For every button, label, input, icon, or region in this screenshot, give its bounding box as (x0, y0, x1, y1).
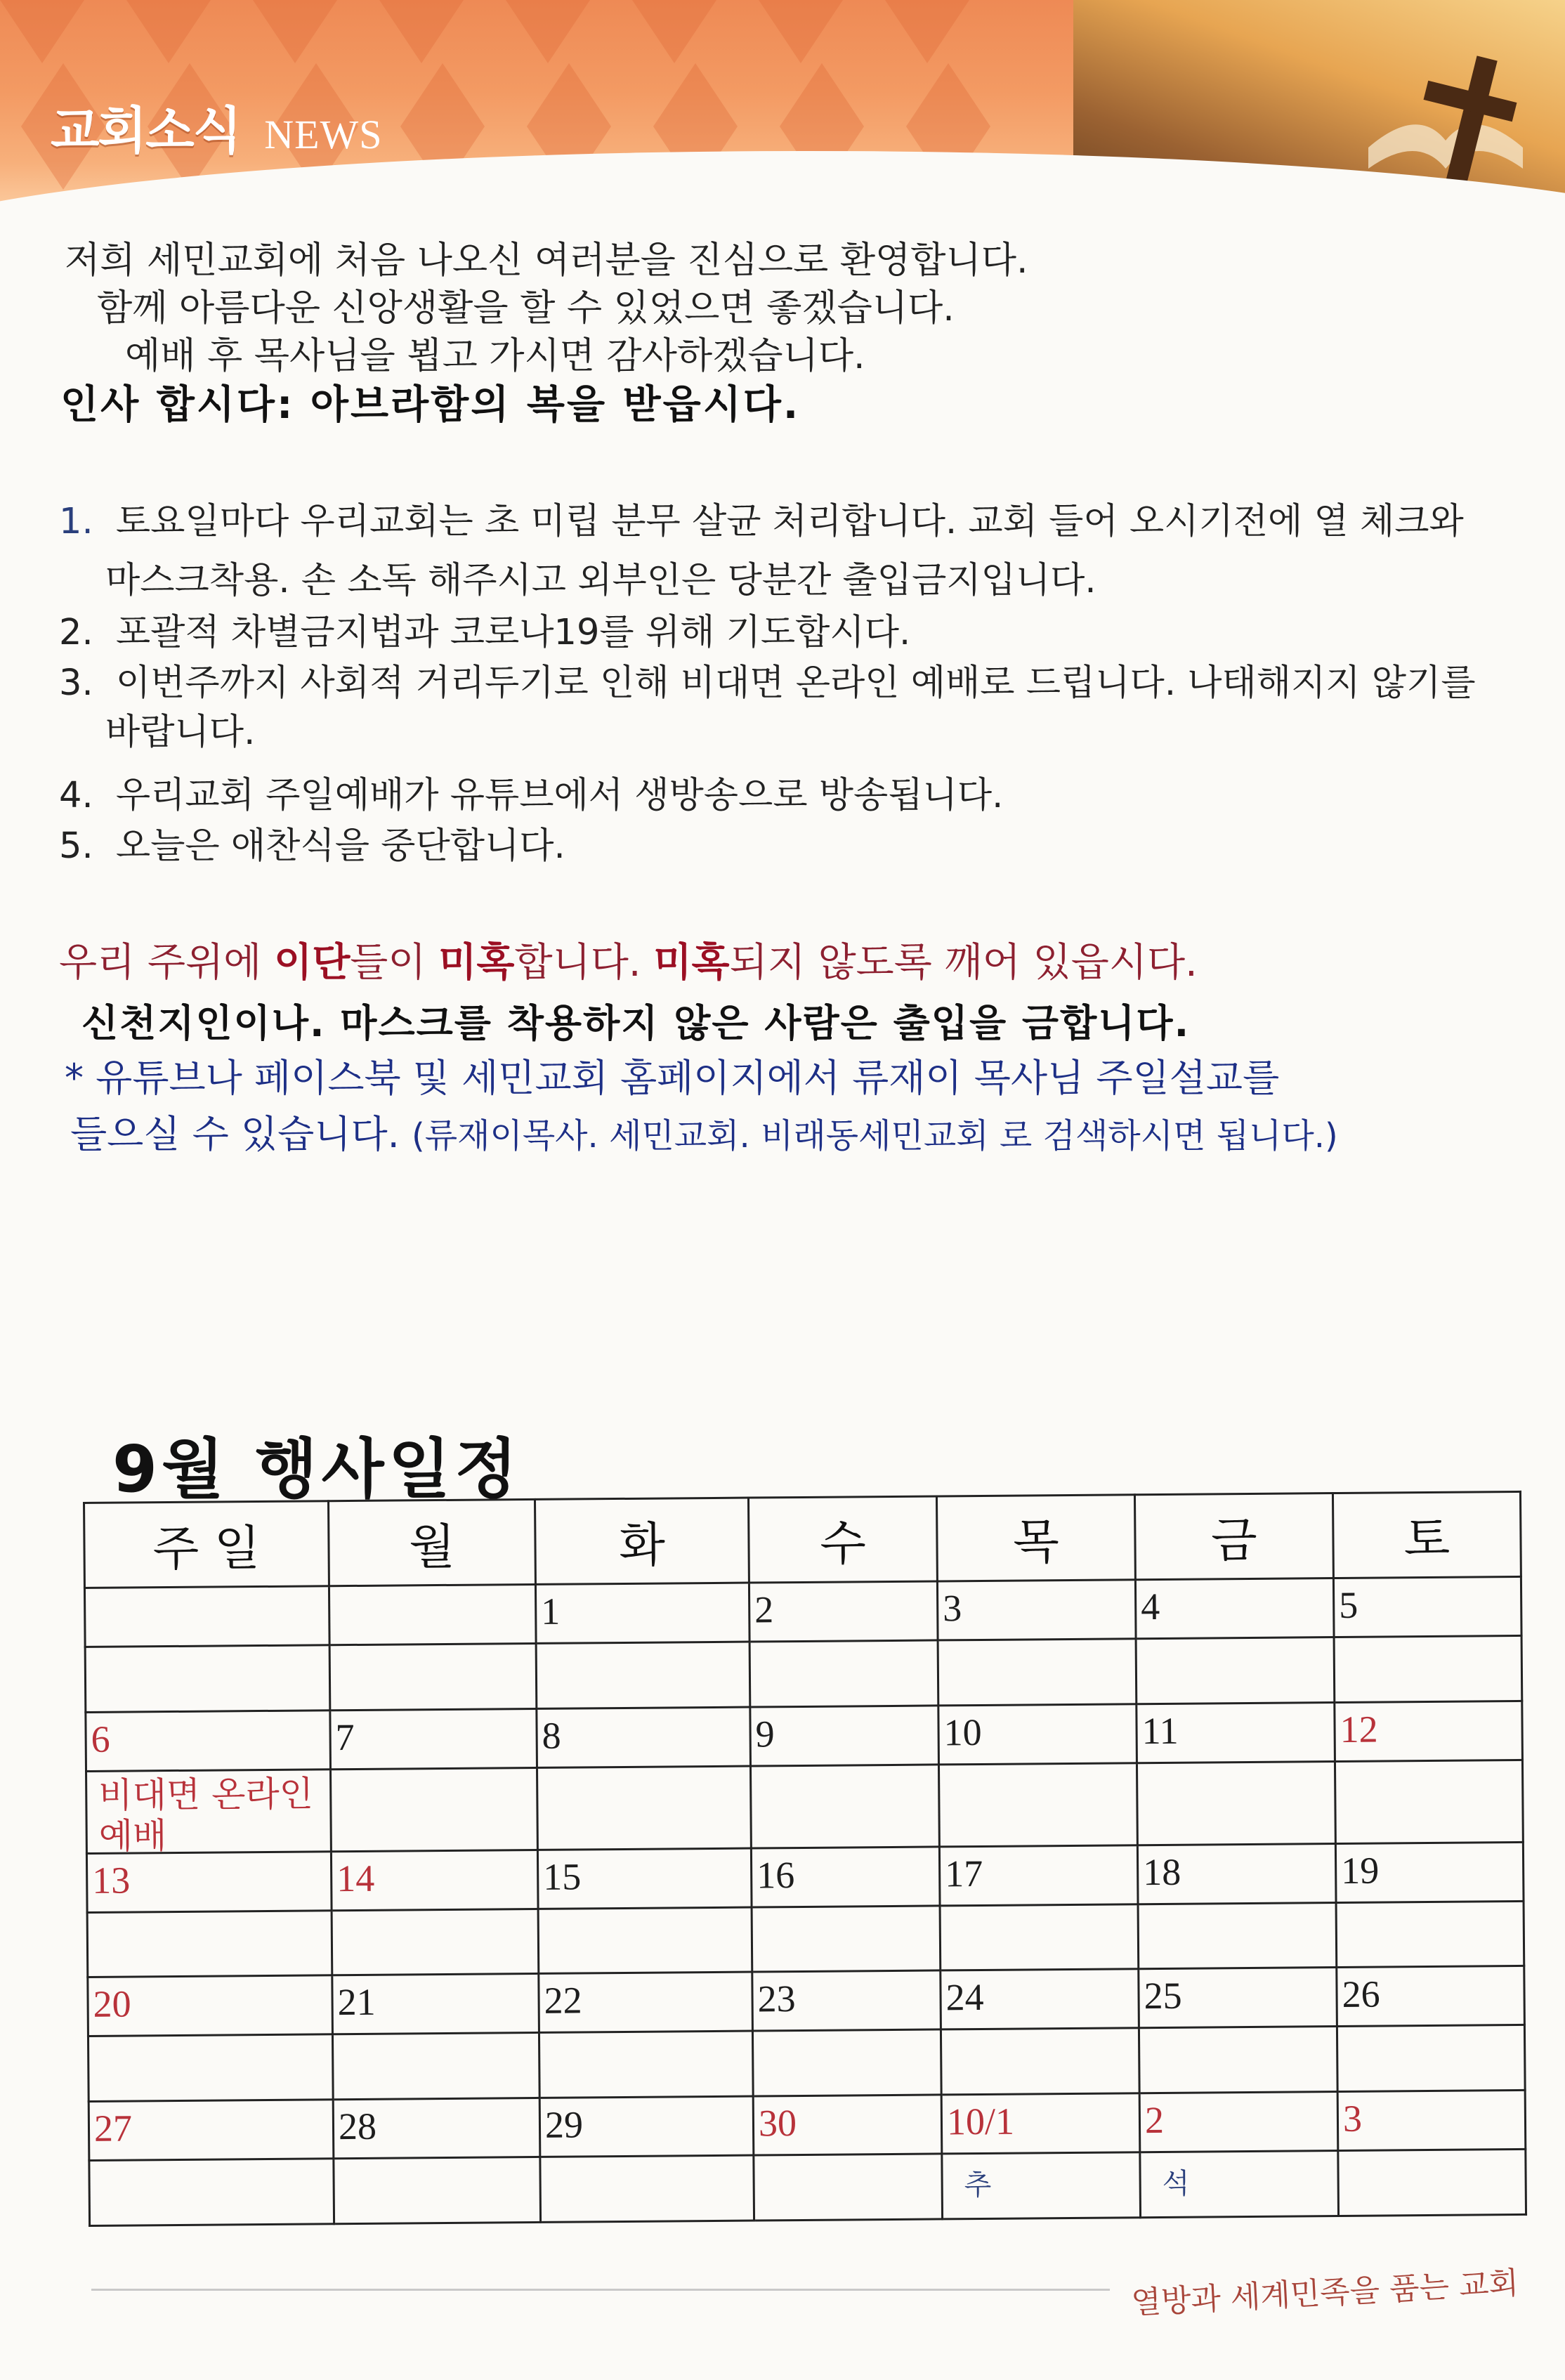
note-cell (942, 2152, 1141, 2219)
weekday-header (84, 1491, 1521, 1588)
calendar-notes-1 (85, 1636, 1522, 1713)
weekday-sun: 주 일 (84, 1501, 329, 1588)
news-item-3-cont: 바랍니다. (105, 712, 256, 753)
date-cell: 18 (1137, 1843, 1336, 1904)
news-item-4 (59, 766, 1003, 818)
date-cell: 24 (941, 1969, 1139, 2029)
footer-divider (91, 2289, 1110, 2291)
entry-restriction: 신천지인이나. 마스크를 착용하지 않은 사람은 출입을 금합니다. (81, 1001, 1191, 1045)
weekday-sat: 토 (1332, 1491, 1521, 1578)
note-cell (332, 1909, 539, 1975)
welcome-line-3: 예배 후 목사님을 뵙고 가시면 감사하겠습니다. (125, 335, 865, 377)
note-cell (88, 2034, 333, 2101)
news-text: 포괄적 차별금지법과 코로나19를 위해 기도합시다. (115, 612, 911, 653)
note-cell (1335, 1760, 1523, 1843)
date-cell: 25 (1139, 1968, 1337, 2028)
note-cell (754, 2154, 943, 2221)
weekday-fri: 금 (1134, 1493, 1333, 1580)
online-sermon-line-2: 들으실 수 있습니다. (류재이목사. 세민교회. 비래동세민교회 로 검색하시면 됩니다.) (70, 1112, 1338, 1156)
calendar-notes-5 (89, 2150, 1526, 2226)
calendar-notes-2 (86, 1760, 1524, 1853)
heresy-warning: 우리 주위에 이단들이 미혹합니다. 미혹되지 않도록 깨어 있읍시다. (59, 940, 1198, 986)
note-cell (750, 1765, 939, 1848)
note-cell (85, 1645, 330, 1712)
news-number: 1. (59, 501, 93, 542)
date-cell: 3 (937, 1580, 1136, 1640)
note-cell (938, 1639, 1137, 1706)
note-cell (1338, 2150, 1526, 2216)
date-cell: 10 (938, 1704, 1137, 1765)
date-cell: 16 (751, 1847, 940, 1907)
news-number: 2. (59, 612, 93, 653)
note-cell (1137, 1761, 1335, 1845)
date-cell: 14 (331, 1850, 538, 1910)
date-cell: 13 (86, 1851, 332, 1912)
note-cell (89, 2159, 334, 2226)
note-cell (1337, 2025, 1525, 2092)
date-cell (329, 1585, 536, 1645)
news-number: 3. (59, 662, 93, 704)
section-subtitle: NEWS (264, 112, 383, 157)
date-cell: 2 (749, 1581, 938, 1642)
date-cell: 11 (1137, 1702, 1335, 1763)
news-item-3 (59, 653, 1476, 705)
calendar-week-2 (86, 1701, 1523, 1771)
note-cell (334, 2157, 541, 2224)
note-cell (1140, 2151, 1339, 2218)
date-cell: 21 (332, 1974, 539, 2034)
note-cell (752, 1906, 941, 1973)
welcome-line-2: 함께 아름다운 신앙생활을 할 수 있었으면 좋겠습니다. (97, 287, 955, 329)
holiday-chuseok-1: 추 (964, 2169, 992, 2202)
brand (51, 90, 383, 163)
footer-slogan: 열방과 세계민족을 품는 교회 (1130, 2265, 1520, 2322)
weekday-tue: 화 (535, 1498, 749, 1584)
note-cell (1336, 1901, 1524, 1968)
note-cell (749, 1640, 938, 1707)
highlight-deceive-2: 미혹 (653, 940, 730, 986)
date-cell: 20 (88, 1975, 333, 2036)
calendar-title: 9월 행사일정 (112, 1432, 522, 1507)
date-cell: 7 (330, 1708, 537, 1769)
date-cell: 4 (1135, 1578, 1334, 1639)
note-cell (540, 2155, 754, 2222)
date-cell: 9 (750, 1706, 939, 1766)
date-cell: 3 (1337, 2091, 1526, 2151)
news-text: 우리교회 주일예배가 유튜브에서 생방송으로 방송됩니다. (115, 775, 1004, 816)
news-item-1 (59, 492, 1464, 544)
news-item-2 (59, 603, 910, 655)
note-cell (752, 2029, 941, 2096)
news-item-5 (59, 816, 565, 868)
note-cell (539, 2031, 753, 2098)
date-cell: 26 (1337, 1966, 1525, 2027)
highlight-deceive: 미혹 (438, 940, 515, 986)
calendar-week-1 (84, 1577, 1521, 1647)
highlight-heresy: 이단 (274, 940, 351, 986)
note-cell (87, 1910, 332, 1977)
calendar-notes-3 (87, 1901, 1524, 1977)
date-cell: 12 (1335, 1701, 1523, 1761)
online-sermon-line-1: * 유튜브나 페이스북 및 세민교회 홈페이지에서 류재이 목사님 주일설교를 (65, 1056, 1280, 1100)
note-cell (329, 1644, 537, 1711)
cross-icon (1354, 28, 1537, 197)
note-cell (1138, 1902, 1337, 1969)
calendar-week-3 (86, 1842, 1524, 1912)
calendar-table (83, 1491, 1527, 2227)
news-text: 오늘은 애찬식을 중단합니다. (115, 825, 565, 867)
note-cell (536, 1642, 750, 1708)
date-cell: 1 (535, 1583, 749, 1643)
greeting: 인사 합시다: 아브라함의 복을 받읍시다. (60, 382, 801, 428)
note-cell (537, 1766, 751, 1850)
september-calendar (83, 1491, 1525, 2227)
note-cell (538, 1907, 752, 1974)
date-cell: 22 (539, 1972, 753, 2032)
date-cell: 6 (86, 1711, 331, 1772)
note-cell (332, 2033, 539, 2100)
date-cell: 19 (1335, 1842, 1524, 1902)
date-cell: 27 (89, 2100, 334, 2161)
weekday-thu: 목 (936, 1495, 1135, 1581)
note-cell (1139, 2027, 1337, 2093)
calendar-notes-4 (88, 2025, 1525, 2102)
header-banner (0, 0, 1565, 204)
date-cell: 8 (537, 1707, 751, 1767)
note-cell (941, 2028, 1139, 2095)
news-text: 이번주까지 사회적 거리두기로 인해 비대면 온라인 예배로 드립니다. 나태해지지 않기를 (115, 662, 1476, 704)
date-cell: 15 (537, 1848, 752, 1909)
news-number: 5. (59, 825, 93, 867)
note-cell (938, 1763, 1137, 1847)
news-number: 4. (59, 775, 93, 816)
date-cell (84, 1586, 329, 1647)
section-title: 교회소식 (51, 101, 241, 160)
weekday-wed: 수 (748, 1496, 937, 1583)
holiday-chuseok-2: 석 (1162, 2167, 1190, 2201)
date-cell: 2 (1139, 2092, 1338, 2152)
calendar-week-4 (88, 1966, 1525, 2036)
note-cell (86, 1770, 332, 1857)
note-cell (1334, 1636, 1522, 1703)
calendar-week-5 (89, 2091, 1526, 2161)
weekday-mon: 월 (329, 1499, 536, 1585)
date-cell: 5 (1333, 1577, 1521, 1637)
note-cell (940, 1904, 1139, 1970)
date-cell: 17 (939, 1845, 1138, 1905)
news-text: 토요일마다 우리교회는 초 미립 분무 살균 처리합니다. 교회 들어 오시기전에 열 체크와 (115, 501, 1464, 542)
date-cell: 23 (752, 1970, 941, 2031)
date-cell: 10/1 (941, 2093, 1140, 2154)
event-online-worship: 비대면 온라인예배 (98, 1773, 314, 1857)
news-item-1-cont: 마스크착용. 손 소독 해주시고 외부인은 당분간 출입금지입니다. (105, 560, 1096, 601)
note-cell (331, 1767, 538, 1851)
date-cell: 28 (333, 2098, 540, 2159)
note-cell (1136, 1637, 1335, 1704)
date-cell: 30 (753, 2095, 942, 2155)
welcome-line-1: 저희 세민교회에 처음 나오신 여러분을 진심으로 환영합니다. (65, 240, 1028, 282)
date-cell: 29 (539, 2096, 754, 2157)
